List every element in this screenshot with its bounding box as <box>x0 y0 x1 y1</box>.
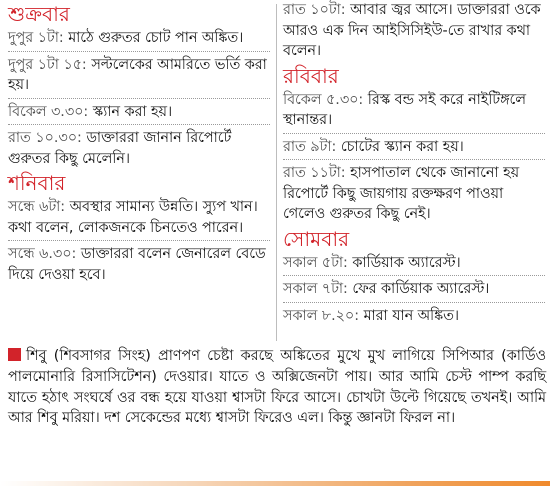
entry-time: রাত ১০.৩০: <box>8 130 82 146</box>
entry-text: আবার জ্বর আসে। ডাক্তাররা ওকে আরও এক দিন আইসিসিইউ-তে রাখার কথা বলেন। <box>283 2 541 59</box>
entry-text: রিস্ক বন্ড সই করে নাইটিঙ্গলে স্থানান্তর। <box>283 91 526 128</box>
entry-text: ডাক্তাররা বলেন জেনারেল বেডে দিয়ে দেওয়া হবে। <box>8 246 266 283</box>
entry-time: সন্ধে ৬.৩০: <box>8 246 77 262</box>
timeline-left-column <box>8 0 270 286</box>
quote-text: শিবু (শিবসাগর সিংহ) প্রাণপণ চেষ্টা করছে অঙ্কিতের মুখে মুখ লাগিয়ে সিপিআর (কার্ডিও পালমোনারি রিসাসিটেশন) দেওয়ার। যাতে ও অক্সিজেনটা পায়। আর আমি চেস্ট পাম্প করছি যাতে হঠাৎ সংঘর্ষে ওর বন্ধ হয়ে যাওয়া শ্বাসটা ফিরে আসে। চোখটা উল্টে গিয়েছে তখনই। আমি আর শিবু মরিয়া। দশ সেকেন্ডের মধ্যে শ্বাসটা ফিরেও এল। কিন্তু জ্ঞানটা ফিরল না। <box>8 348 546 427</box>
entry-separator <box>283 302 545 303</box>
red-square-bullet-icon <box>8 348 21 361</box>
timeline-entry <box>8 28 270 49</box>
entry-time: বিকেল ৩.৩০: <box>8 103 89 120</box>
entry-separator <box>8 98 270 99</box>
entry-text: সল্টলেকের আমরিতে ভর্তি করা হয়। <box>8 56 267 93</box>
quote-paragraph <box>8 346 546 429</box>
bottom-gradient-rule <box>0 481 550 486</box>
day-heading: রবিবার <box>283 63 339 88</box>
entry-separator <box>283 275 545 276</box>
timeline-entry <box>8 197 270 238</box>
timeline-entry <box>8 244 270 285</box>
timeline-entry <box>283 0 545 62</box>
timeline-entry <box>283 279 545 300</box>
entry-text: কার্ডিয়াক অ্যারেস্ট। <box>352 254 461 271</box>
column-divider <box>276 4 277 341</box>
entry-text: ফের কার্ডিয়াক অ্যারেস্ট। <box>352 281 490 297</box>
entry-time: রাত ১০টা: <box>283 2 346 18</box>
day-heading: শুক্রবার <box>8 2 70 26</box>
entry-time: দুপুর ১টা ১৫: <box>8 56 87 73</box>
timeline-entry <box>283 137 545 158</box>
entry-separator <box>8 124 270 125</box>
entry-text: চোটের স্ক্যান করা হয়। <box>340 138 464 155</box>
day-heading: সোমবার <box>283 226 350 251</box>
timeline-entry <box>283 253 545 274</box>
entry-time: দুপুর ১টা: <box>8 30 64 46</box>
timeline-entry <box>283 306 545 327</box>
entry-time: রাত ১১টা: <box>283 165 346 181</box>
entry-time: সকাল ৭টা: <box>283 281 348 297</box>
entry-text: অবস্থার সামান্য উন্নতি। স্যুপ খান। কথা বলেন, লোকজনকে চিনতেও পারেন। <box>8 199 258 236</box>
timeline-entry <box>283 163 545 225</box>
timeline-entry <box>8 55 270 96</box>
entry-text: হাসপাতাল থেকে জানানো হয় রিপোর্টে কিছু জায়গায় রক্তক্ষরণ পাওয়া গেলেও গুরুতর কিছু নেই। <box>283 165 520 222</box>
entry-separator <box>283 159 545 160</box>
entry-time: সন্ধে ৬টা: <box>8 199 66 215</box>
entry-text: মারা যান অঙ্কিত। <box>363 307 459 324</box>
entry-time: সকাল ৫টা: <box>283 254 348 271</box>
entry-time: রাত ৯টা: <box>283 138 337 155</box>
entry-text: মাঠে গুরুতর চোট পান অঙ্কিত। <box>68 30 244 46</box>
timeline-right-column <box>283 0 545 327</box>
entry-time: সকাল ৮.২০: <box>283 307 360 324</box>
entry-text: ডাক্তাররা জানান রিপোর্টে গুরুতর কিছু মেলেনি। <box>8 130 232 167</box>
timeline-entry <box>8 128 270 169</box>
entry-text: স্ক্যান করা হয়। <box>92 103 173 120</box>
timeline-entry <box>8 102 270 123</box>
entry-separator <box>8 240 270 241</box>
entry-separator <box>8 51 270 52</box>
entry-time: বিকেল ৫.৩০: <box>283 91 364 108</box>
day-heading: শনিবার <box>8 171 66 195</box>
entry-separator <box>283 133 545 134</box>
timeline-entry <box>283 90 545 131</box>
